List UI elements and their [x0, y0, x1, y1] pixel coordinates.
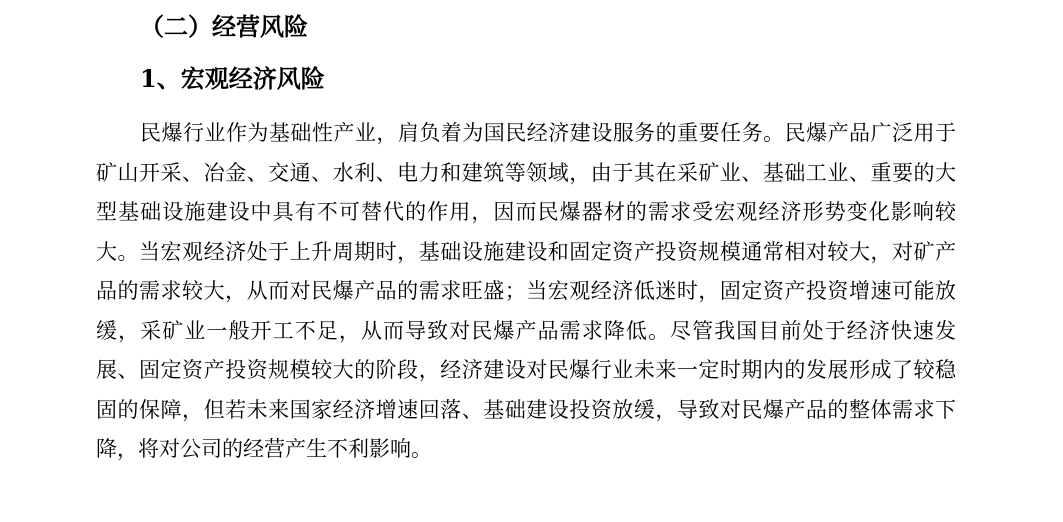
- body-paragraph: 民爆行业作为基础性产业，肩负着为国民经济建设服务的重要任务。民爆产品广泛用于矿山开采、冶金、交通、水利、电力和建筑等领域，由于其在采矿业、基础工业、重要的大型基础设施建设中具有不可替代的作用，因而民爆器材的需求受宏观经济形势变化影响较大。当宏观经济处于上升周期时，基础设施建设和固定资产投资规模通常相对较大，对矿产品的需求较大，从而对民爆产品的需求旺盛；当宏观经济低迷时，固定资产投资增速可能放缓，采矿业一般开工不足，从而导致对民爆产品需求降低。尽管我国目前处于经济快速发展、固定资产投资规模较大的阶段，经济建设对民爆行业未来一定时期内的发展形成了较稳固的保障，但若未来国家经济增速回落、基础建设投资放缓，导致对民爆产品的整体需求下降，将对公司的经营产生不利影响。: [96, 121, 956, 461]
- section-heading: （二）经营风险: [140, 12, 308, 41]
- subsection-heading: 1、宏观经济风险: [140, 64, 325, 93]
